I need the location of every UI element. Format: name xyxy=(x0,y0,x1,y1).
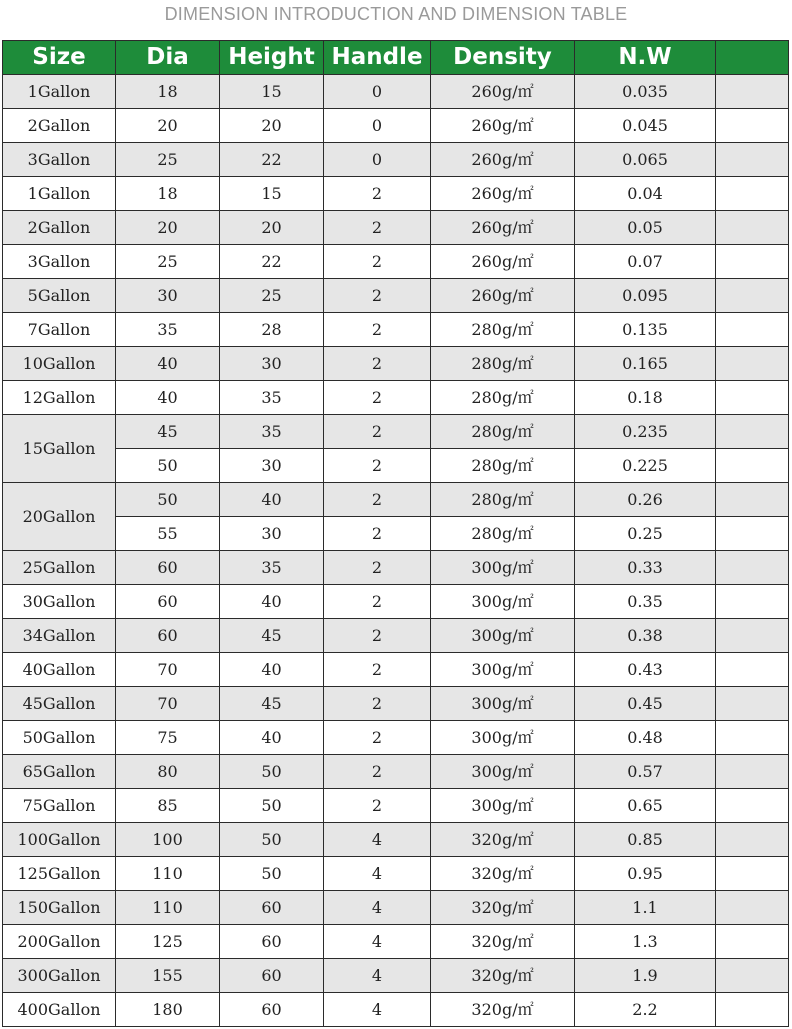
cell-nw: 0.65 xyxy=(575,789,716,823)
cell-density: 260g/㎡ xyxy=(431,109,575,143)
cell-density: 300g/㎡ xyxy=(431,721,575,755)
cell-height: 40 xyxy=(220,483,324,517)
cell-handle: 0 xyxy=(324,75,431,109)
cell-blank xyxy=(716,925,789,959)
cell-size: 3Gallon xyxy=(3,143,116,177)
cell-size: 125Gallon xyxy=(3,857,116,891)
column-header-dia: Dia xyxy=(116,41,220,75)
cell-nw: 0.26 xyxy=(575,483,716,517)
cell-size: 2Gallon xyxy=(3,109,116,143)
cell-dia: 70 xyxy=(116,653,220,687)
cell-height: 20 xyxy=(220,211,324,245)
page-title: DIMENSION INTRODUCTION AND DIMENSION TABLE xyxy=(164,4,628,24)
cell-size: 400Gallon xyxy=(3,993,116,1027)
cell-dia: 155 xyxy=(116,959,220,993)
cell-dia: 45 xyxy=(116,415,220,449)
cell-blank xyxy=(716,721,789,755)
cell-nw: 0.35 xyxy=(575,585,716,619)
cell-handle: 2 xyxy=(324,517,431,551)
cell-density: 300g/㎡ xyxy=(431,789,575,823)
cell-height: 40 xyxy=(220,585,324,619)
table-row xyxy=(3,857,789,891)
cell-density: 280g/㎡ xyxy=(431,415,575,449)
column-header-handle: Handle xyxy=(324,41,431,75)
cell-dia: 60 xyxy=(116,551,220,585)
cell-handle: 2 xyxy=(324,279,431,313)
cell-dia: 85 xyxy=(116,789,220,823)
cell-height: 40 xyxy=(220,721,324,755)
cell-size: 34Gallon xyxy=(3,619,116,653)
cell-nw: 0.095 xyxy=(575,279,716,313)
cell-density: 300g/㎡ xyxy=(431,619,575,653)
table-row xyxy=(3,653,789,687)
cell-size: 40Gallon xyxy=(3,653,116,687)
table-row xyxy=(3,143,789,177)
table-row xyxy=(3,109,789,143)
cell-blank xyxy=(716,313,789,347)
cell-handle: 2 xyxy=(324,449,431,483)
table-row xyxy=(3,585,789,619)
cell-nw: 0.18 xyxy=(575,381,716,415)
cell-height: 60 xyxy=(220,891,324,925)
cell-handle: 2 xyxy=(324,653,431,687)
cell-handle: 2 xyxy=(324,483,431,517)
cell-size: 1Gallon xyxy=(3,177,116,211)
cell-height: 30 xyxy=(220,517,324,551)
cell-size: 20Gallon xyxy=(3,483,116,551)
cell-nw: 0.165 xyxy=(575,347,716,381)
cell-dia: 30 xyxy=(116,279,220,313)
cell-blank xyxy=(716,483,789,517)
cell-height: 35 xyxy=(220,415,324,449)
cell-height: 15 xyxy=(220,177,324,211)
cell-density: 280g/㎡ xyxy=(431,381,575,415)
cell-handle: 2 xyxy=(324,721,431,755)
cell-nw: 0.85 xyxy=(575,823,716,857)
cell-density: 260g/㎡ xyxy=(431,279,575,313)
cell-nw: 1.9 xyxy=(575,959,716,993)
cell-density: 280g/㎡ xyxy=(431,347,575,381)
cell-dia: 60 xyxy=(116,619,220,653)
cell-nw: 0.45 xyxy=(575,687,716,721)
table-row xyxy=(3,891,789,925)
table-row xyxy=(3,415,789,449)
cell-blank xyxy=(716,347,789,381)
cell-size: 7Gallon xyxy=(3,313,116,347)
cell-density: 320g/㎡ xyxy=(431,925,575,959)
cell-nw: 0.25 xyxy=(575,517,716,551)
cell-blank xyxy=(716,857,789,891)
cell-nw: 0.43 xyxy=(575,653,716,687)
cell-dia: 18 xyxy=(116,177,220,211)
cell-handle: 2 xyxy=(324,755,431,789)
cell-handle: 4 xyxy=(324,823,431,857)
cell-density: 280g/㎡ xyxy=(431,483,575,517)
table-row xyxy=(3,619,789,653)
table-row xyxy=(3,313,789,347)
cell-blank xyxy=(716,75,789,109)
column-header-size: Size xyxy=(3,41,116,75)
cell-size: 75Gallon xyxy=(3,789,116,823)
cell-nw: 0.045 xyxy=(575,109,716,143)
cell-dia: 40 xyxy=(116,381,220,415)
cell-dia: 180 xyxy=(116,993,220,1027)
cell-nw: 0.225 xyxy=(575,449,716,483)
table-body xyxy=(3,75,789,1027)
cell-handle: 2 xyxy=(324,347,431,381)
cell-blank xyxy=(716,551,789,585)
cell-dia: 75 xyxy=(116,721,220,755)
cell-blank xyxy=(716,993,789,1027)
cell-dia: 50 xyxy=(116,449,220,483)
table-row xyxy=(3,483,789,517)
column-header-nw: N.W xyxy=(575,41,716,75)
cell-height: 28 xyxy=(220,313,324,347)
cell-density: 260g/㎡ xyxy=(431,143,575,177)
cell-height: 50 xyxy=(220,823,324,857)
cell-height: 60 xyxy=(220,925,324,959)
cell-density: 280g/㎡ xyxy=(431,449,575,483)
cell-handle: 2 xyxy=(324,789,431,823)
column-header-height: Height xyxy=(220,41,324,75)
cell-blank xyxy=(716,211,789,245)
cell-size: 65Gallon xyxy=(3,755,116,789)
table-row xyxy=(3,789,789,823)
cell-handle: 2 xyxy=(324,551,431,585)
cell-blank xyxy=(716,823,789,857)
cell-blank xyxy=(716,959,789,993)
cell-handle: 4 xyxy=(324,959,431,993)
cell-density: 320g/㎡ xyxy=(431,823,575,857)
cell-blank xyxy=(716,415,789,449)
cell-handle: 0 xyxy=(324,109,431,143)
cell-blank xyxy=(716,687,789,721)
cell-density: 280g/㎡ xyxy=(431,313,575,347)
cell-height: 30 xyxy=(220,347,324,381)
cell-blank xyxy=(716,619,789,653)
table-row xyxy=(3,721,789,755)
cell-blank xyxy=(716,585,789,619)
cell-density: 300g/㎡ xyxy=(431,755,575,789)
cell-nw: 0.57 xyxy=(575,755,716,789)
cell-density: 260g/㎡ xyxy=(431,75,575,109)
cell-height: 50 xyxy=(220,857,324,891)
cell-nw: 0.95 xyxy=(575,857,716,891)
cell-dia: 20 xyxy=(116,109,220,143)
cell-nw: 0.235 xyxy=(575,415,716,449)
cell-dia: 20 xyxy=(116,211,220,245)
cell-handle: 2 xyxy=(324,619,431,653)
cell-height: 22 xyxy=(220,245,324,279)
table-row xyxy=(3,347,789,381)
cell-blank xyxy=(716,143,789,177)
cell-size: 200Gallon xyxy=(3,925,116,959)
cell-handle: 0 xyxy=(324,143,431,177)
cell-blank xyxy=(716,755,789,789)
cell-handle: 2 xyxy=(324,245,431,279)
cell-dia: 25 xyxy=(116,245,220,279)
cell-density: 300g/㎡ xyxy=(431,687,575,721)
cell-blank xyxy=(716,891,789,925)
cell-dia: 110 xyxy=(116,857,220,891)
table-row xyxy=(3,959,789,993)
table-row xyxy=(3,925,789,959)
table-row xyxy=(3,211,789,245)
cell-size: 15Gallon xyxy=(3,415,116,483)
cell-nw: 0.38 xyxy=(575,619,716,653)
table-row xyxy=(3,551,789,585)
cell-height: 25 xyxy=(220,279,324,313)
cell-height: 35 xyxy=(220,381,324,415)
table-row xyxy=(3,823,789,857)
cell-handle: 2 xyxy=(324,313,431,347)
cell-height: 30 xyxy=(220,449,324,483)
cell-blank xyxy=(716,789,789,823)
column-header-density: Density xyxy=(431,41,575,75)
cell-blank xyxy=(716,381,789,415)
cell-blank xyxy=(716,449,789,483)
cell-height: 60 xyxy=(220,993,324,1027)
cell-dia: 80 xyxy=(116,755,220,789)
cell-handle: 2 xyxy=(324,415,431,449)
cell-dia: 70 xyxy=(116,687,220,721)
header-row xyxy=(3,41,789,75)
cell-size: 45Gallon xyxy=(3,687,116,721)
cell-nw: 1.1 xyxy=(575,891,716,925)
cell-height: 15 xyxy=(220,75,324,109)
table-row xyxy=(3,177,789,211)
table-row xyxy=(3,517,789,551)
cell-height: 22 xyxy=(220,143,324,177)
cell-density: 320g/㎡ xyxy=(431,857,575,891)
dimension-table xyxy=(2,40,789,1027)
cell-nw: 2.2 xyxy=(575,993,716,1027)
cell-density: 320g/㎡ xyxy=(431,891,575,925)
cell-dia: 110 xyxy=(116,891,220,925)
table-row xyxy=(3,381,789,415)
column-header-blank xyxy=(716,41,789,75)
cell-size: 300Gallon xyxy=(3,959,116,993)
cell-nw: 0.33 xyxy=(575,551,716,585)
cell-handle: 4 xyxy=(324,993,431,1027)
table-row xyxy=(3,993,789,1027)
cell-handle: 4 xyxy=(324,857,431,891)
cell-nw: 0.04 xyxy=(575,177,716,211)
cell-dia: 100 xyxy=(116,823,220,857)
cell-blank xyxy=(716,653,789,687)
cell-size: 150Gallon xyxy=(3,891,116,925)
cell-size: 25Gallon xyxy=(3,551,116,585)
cell-height: 45 xyxy=(220,687,324,721)
cell-height: 60 xyxy=(220,959,324,993)
cell-nw: 0.05 xyxy=(575,211,716,245)
cell-density: 280g/㎡ xyxy=(431,517,575,551)
cell-height: 40 xyxy=(220,653,324,687)
cell-size: 12Gallon xyxy=(3,381,116,415)
table-row xyxy=(3,245,789,279)
cell-nw: 0.135 xyxy=(575,313,716,347)
cell-blank xyxy=(716,517,789,551)
cell-density: 300g/㎡ xyxy=(431,653,575,687)
cell-height: 45 xyxy=(220,619,324,653)
cell-size: 10Gallon xyxy=(3,347,116,381)
cell-density: 320g/㎡ xyxy=(431,993,575,1027)
cell-dia: 125 xyxy=(116,925,220,959)
cell-size: 5Gallon xyxy=(3,279,116,313)
cell-nw: 0.07 xyxy=(575,245,716,279)
cell-density: 260g/㎡ xyxy=(431,177,575,211)
cell-blank xyxy=(716,279,789,313)
table-row xyxy=(3,687,789,721)
cell-dia: 60 xyxy=(116,585,220,619)
cell-size: 3Gallon xyxy=(3,245,116,279)
cell-size: 30Gallon xyxy=(3,585,116,619)
cell-dia: 18 xyxy=(116,75,220,109)
cell-height: 20 xyxy=(220,109,324,143)
cell-dia: 50 xyxy=(116,483,220,517)
cell-handle: 2 xyxy=(324,687,431,721)
table-row xyxy=(3,279,789,313)
cell-height: 35 xyxy=(220,551,324,585)
cell-size: 2Gallon xyxy=(3,211,116,245)
cell-nw: 0.48 xyxy=(575,721,716,755)
cell-handle: 2 xyxy=(324,177,431,211)
cell-blank xyxy=(716,109,789,143)
cell-size: 100Gallon xyxy=(3,823,116,857)
cell-dia: 40 xyxy=(116,347,220,381)
cell-handle: 4 xyxy=(324,925,431,959)
cell-density: 300g/㎡ xyxy=(431,585,575,619)
cell-nw: 1.3 xyxy=(575,925,716,959)
cell-density: 260g/㎡ xyxy=(431,245,575,279)
cell-handle: 2 xyxy=(324,585,431,619)
cell-nw: 0.035 xyxy=(575,75,716,109)
cell-size: 1Gallon xyxy=(3,75,116,109)
cell-dia: 25 xyxy=(116,143,220,177)
cell-size: 50Gallon xyxy=(3,721,116,755)
table-row xyxy=(3,755,789,789)
cell-dia: 55 xyxy=(116,517,220,551)
cell-blank xyxy=(716,177,789,211)
table-row xyxy=(3,449,789,483)
cell-dia: 35 xyxy=(116,313,220,347)
cell-handle: 2 xyxy=(324,211,431,245)
cell-height: 50 xyxy=(220,755,324,789)
cell-density: 320g/㎡ xyxy=(431,959,575,993)
cell-density: 300g/㎡ xyxy=(431,551,575,585)
cell-height: 50 xyxy=(220,789,324,823)
cell-nw: 0.065 xyxy=(575,143,716,177)
cell-density: 260g/㎡ xyxy=(431,211,575,245)
cell-handle: 4 xyxy=(324,891,431,925)
table-row xyxy=(3,75,789,109)
cell-blank xyxy=(716,245,789,279)
cell-handle: 2 xyxy=(324,381,431,415)
